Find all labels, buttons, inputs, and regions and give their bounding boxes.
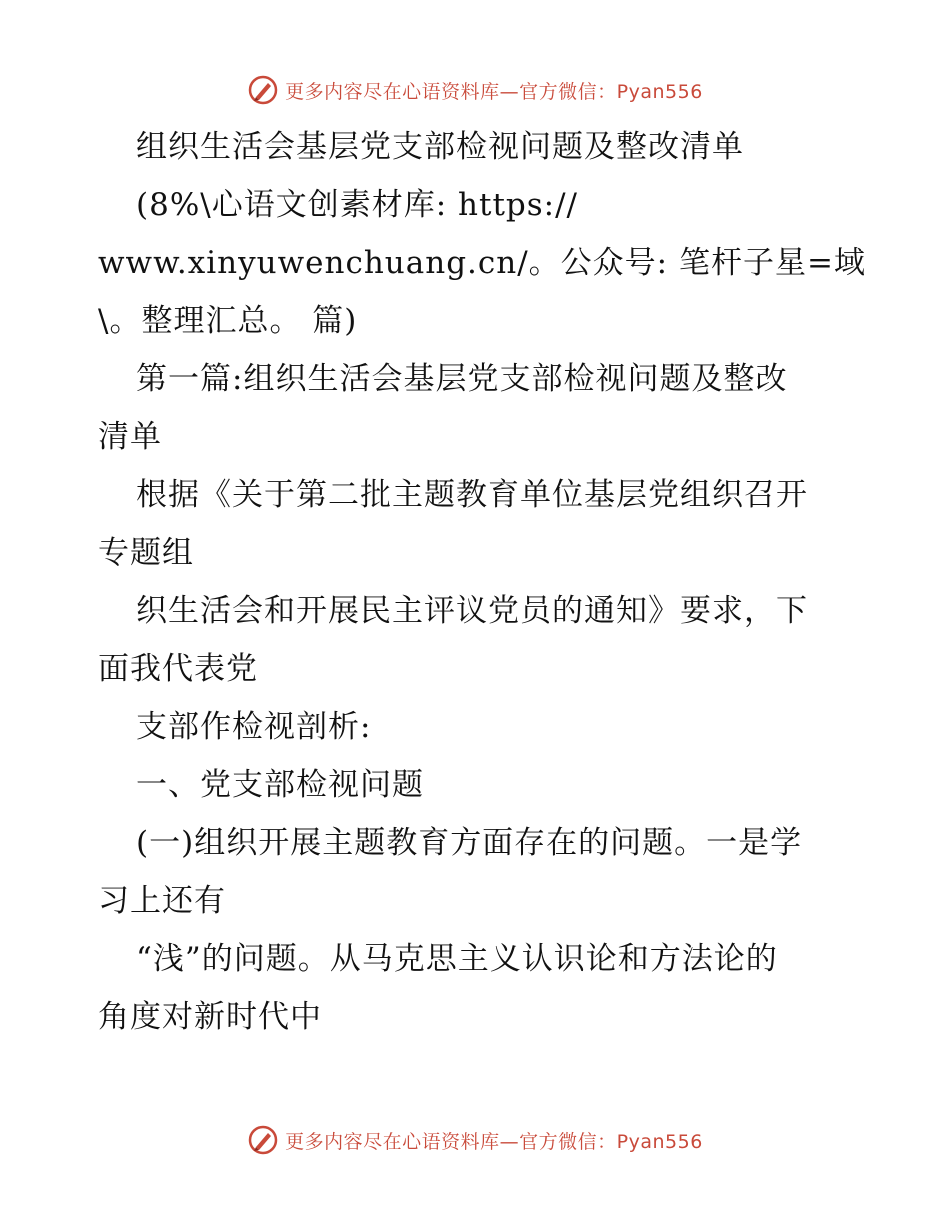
pen-logo-icon (247, 1124, 279, 1156)
text-line: 专题组 (98, 535, 194, 571)
footer-watermark-banner (0, 1120, 950, 1160)
text-line: www.xinyuwenchuang.cn/。公众号: 笔杆子星=域 (98, 245, 866, 281)
pen-logo-icon (247, 74, 279, 106)
header-watermark-banner (0, 70, 950, 110)
footer-banner-text: 更多内容尽在心语资料库—官方微信：Pyan556 (285, 1130, 703, 1153)
text-line: 组织生活会基层党支部检视问题及整改清单 (136, 129, 744, 165)
text-line: 一、党支部检视问题 (136, 767, 424, 803)
text-line: 支部作检视剖析: (136, 709, 372, 745)
text-line: “浅”的问题。从马克思主义认识论和方法论的 (136, 941, 778, 977)
text-line: 清单 (98, 419, 162, 455)
text-line: 角度对新时代中 (98, 999, 322, 1035)
text-line: 习上还有 (98, 883, 226, 919)
header-banner-text: 更多内容尽在心语资料库—官方微信：Pyan556 (285, 80, 703, 103)
text-line: (一)组织开展主题教育方面存在的问题。一是学 (136, 825, 803, 861)
text-line: 第一篇:组织生活会基层党支部检视问题及整改 (136, 361, 788, 397)
text-line: \。整理汇总。 篇) (98, 303, 358, 339)
text-line: 织生活会和开展民主评议党员的通知》要求，下 (136, 593, 808, 629)
document-body (98, 118, 868, 1046)
text-line: 面我代表党 (98, 651, 258, 687)
text-line: 根据《关于第二批主题教育单位基层党组织召开 (136, 477, 808, 513)
text-line: (8%\心语文创素材库: https:// (136, 187, 578, 223)
